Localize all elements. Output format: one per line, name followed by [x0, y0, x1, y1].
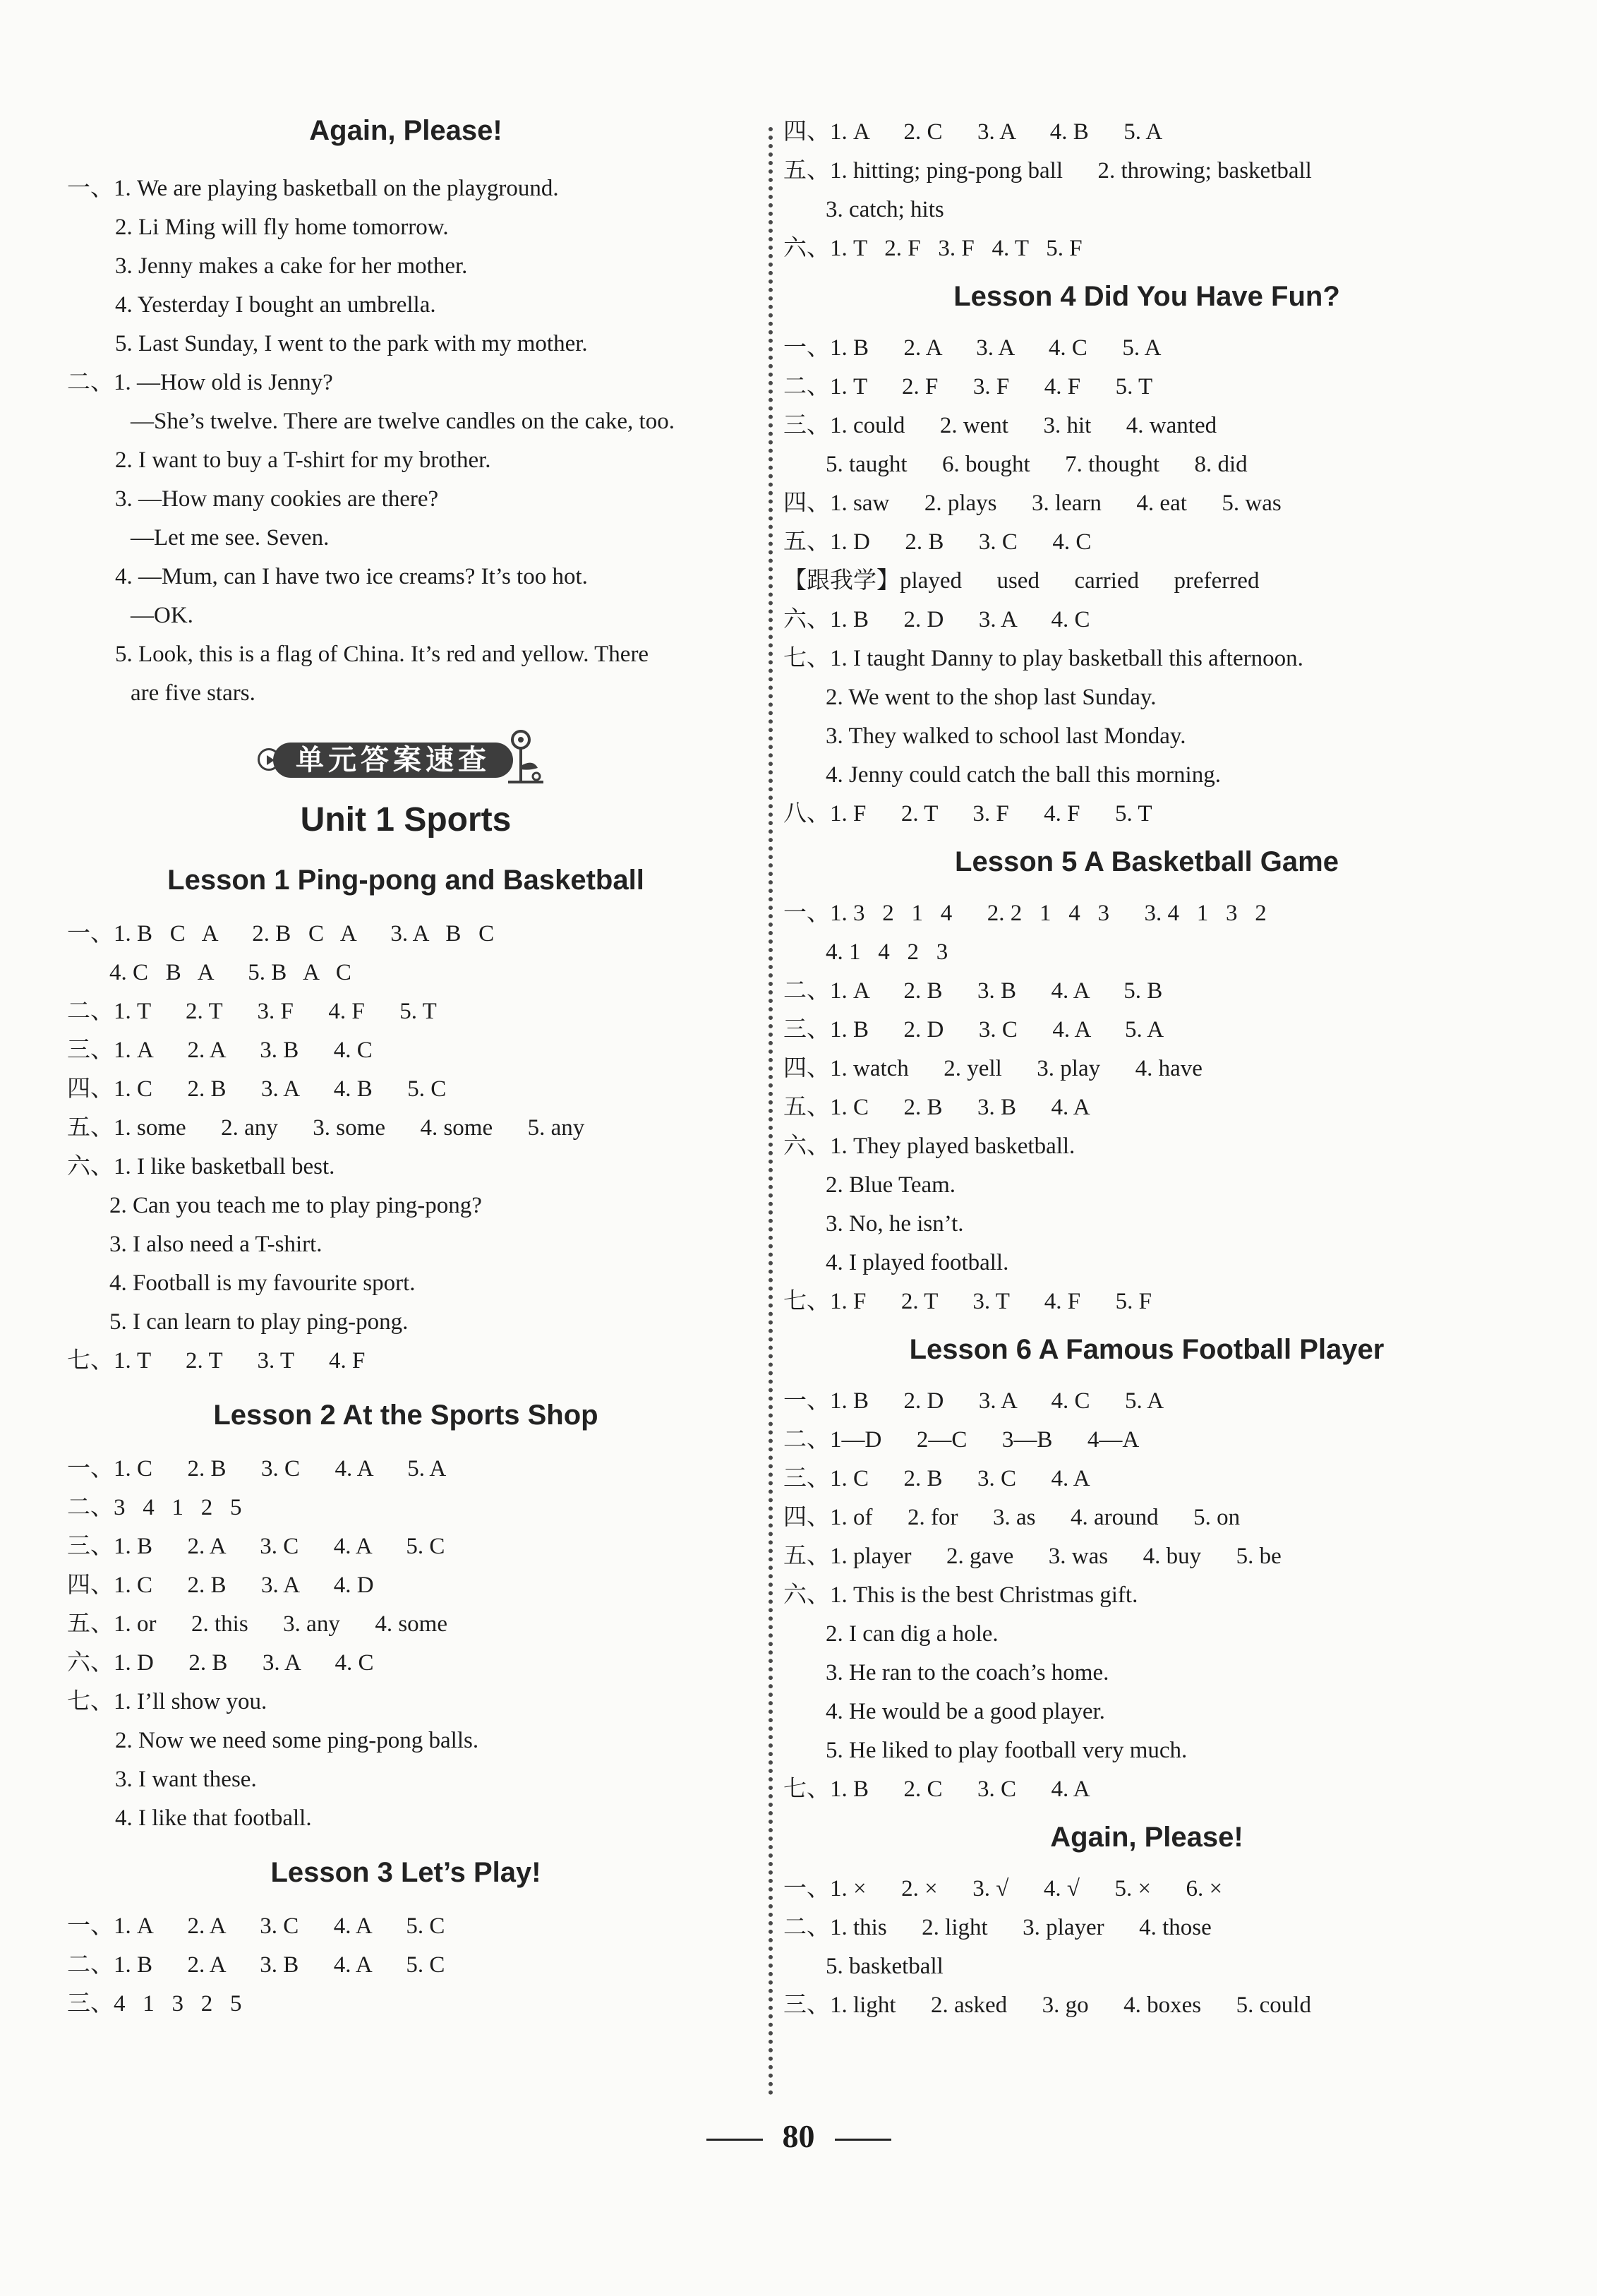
answer-line: 四、1. A 2. C 3. A 4. B 5. A	[783, 119, 1163, 145]
page-number	[0, 2117, 1597, 2155]
answer-line: 七、1. F 2. T 3. T 4. F 5. F	[783, 1289, 1152, 1314]
answer-line: 2. I want to buy a T-shirt for my brother.	[115, 447, 491, 473]
again-please-heading-2: Again, Please!	[1050, 1822, 1243, 1853]
dash-left	[706, 2139, 763, 2141]
answer-line: 四、1. C 2. B 3. A 4. B 5. C	[67, 1076, 447, 1102]
answer-line: 五、1. or 2. this 3. any 4. some	[67, 1611, 447, 1637]
lesson-5-title: Lesson 5 A Basketball Game	[955, 846, 1339, 877]
answer-line: 四、1. watch 2. yell 3. play 4. have	[783, 1056, 1203, 1081]
answer-line: 三、1. B 2. A 3. C 4. A 5. C	[67, 1534, 445, 1559]
answer-line: 4. Yesterday I bought an umbrella.	[115, 292, 436, 318]
answer-line: 5. basketball	[826, 1954, 944, 1979]
answer-line: 4. I like that football.	[115, 1805, 312, 1831]
answer-line: 3. He ran to the coach’s home.	[826, 1660, 1109, 1685]
answer-line: 三、1. light 2. asked 3. go 4. boxes 5. could	[783, 1993, 1311, 2018]
dash-right	[835, 2139, 891, 2141]
answer-line: 五、1. hitting; ping-pong ball 2. throwing; basketball	[783, 158, 1312, 184]
answer-line: 六、1. D 2. B 3. A 4. C	[67, 1650, 374, 1676]
answer-line: 一、1. We are playing basketball on the playground.	[67, 176, 559, 201]
answer-line: 【跟我学】played used carried preferred	[783, 568, 1260, 594]
lesson-1-title: Lesson 1 Ping-pong and Basketball	[167, 865, 644, 896]
answer-line: 2. Now we need some ping-pong balls.	[115, 1728, 479, 1753]
lesson-6-title: Lesson 6 A Famous Football Player	[909, 1334, 1385, 1365]
answer-line: 一、1. B 2. A 3. A 4. C 5. A	[783, 335, 1162, 361]
answer-line: 三、4 1 3 2 5	[67, 1991, 242, 2016]
answer-line: 三、1. A 2. A 3. B 4. C	[67, 1038, 373, 1063]
answer-line: —She’s twelve. There are twelve candles on the cake, too.	[131, 409, 675, 434]
answer-line: 二、1. —How old is Jenny?	[67, 370, 333, 395]
answer-line: 六、1. They played basketball.	[783, 1134, 1075, 1159]
answer-line: 4. C B A 5. B A C	[109, 960, 351, 985]
answer-line: 二、3 4 1 2 5	[67, 1495, 242, 1520]
page-number-value: 80	[782, 2118, 815, 2154]
column-divider	[769, 127, 773, 2096]
answer-line: 五、1. D 2. B 3. C 4. C	[783, 529, 1092, 555]
answer-line: 二、1. T 2. T 3. F 4. F 5. T	[67, 999, 437, 1024]
answer-line: 七、1. B 2. C 3. C 4. A	[783, 1777, 1090, 1802]
answer-line: 一、1. A 2. A 3. C 4. A 5. C	[67, 1913, 445, 1939]
answer-line: 七、1. T 2. T 3. T 4. F	[67, 1348, 366, 1374]
answer-line: 3. They walked to school last Monday.	[826, 723, 1186, 749]
answer-line: 六、1. I like basketball best.	[67, 1154, 335, 1179]
answer-line: —Let me see. Seven.	[131, 525, 330, 551]
answer-line: 5. He liked to play football very much.	[826, 1738, 1188, 1763]
answer-line: 2. Li Ming will fly home tomorrow.	[115, 215, 449, 240]
lesson-4-title: Lesson 4 Did You Have Fun?	[953, 281, 1340, 312]
answer-line: 四、1. saw 2. plays 3. learn 4. eat 5. was	[783, 491, 1282, 516]
answer-line: 2. I can dig a hole.	[826, 1621, 999, 1647]
answer-line: 5. I can learn to play ping-pong.	[109, 1309, 409, 1335]
answer-line: 4. I played football.	[826, 1250, 1009, 1275]
answer-line: 一、1. B C A 2. B C A 3. A B C	[67, 921, 495, 946]
answer-line: 3. I also need a T-shirt.	[109, 1232, 323, 1257]
answer-line: 二、1. T 2. F 3. F 4. F 5. T	[783, 374, 1153, 399]
answer-line: 一、1. × 2. × 3. √ 4. √ 5. × 6. ×	[783, 1876, 1223, 1901]
answer-line: 五、1. C 2. B 3. B 4. A	[783, 1095, 1090, 1120]
answer-line: 一、1. B 2. D 3. A 4. C 5. A	[783, 1388, 1164, 1414]
answer-line: 4. —Mum, can I have two ice creams? It’s too hot.	[115, 564, 588, 589]
flower-icon	[501, 727, 550, 792]
answer-line: 4. He would be a good player.	[826, 1699, 1105, 1724]
answer-line: 二、1. A 2. B 3. B 4. A 5. B	[783, 978, 1163, 1004]
answer-line: 六、1. T 2. F 3. F 4. T 5. F	[783, 236, 1083, 261]
answer-line: 二、1. B 2. A 3. B 4. A 5. C	[67, 1952, 445, 1978]
answer-line: 3. I want these.	[115, 1767, 257, 1792]
lesson-3-title: Lesson 3 Let’s Play!	[270, 1857, 541, 1888]
right-column	[783, 113, 1510, 2025]
answer-line: 4. 1 4 2 3	[826, 939, 948, 965]
answer-line: 六、1. B 2. D 3. A 4. C	[783, 607, 1090, 632]
answer-line: 五、1. player 2. gave 3. was 4. buy 5. be	[783, 1544, 1282, 1569]
answer-line: —OK.	[131, 603, 193, 628]
answer-line: 八、1. F 2. T 3. F 4. F 5. T	[783, 801, 1152, 827]
answer-line: 四、1. of 2. for 3. as 4. around 5. on	[783, 1505, 1241, 1530]
lesson-2-title: Lesson 2 At the Sports Shop	[213, 1400, 598, 1431]
answer-line: 4. Jenny could catch the ball this morning.	[826, 762, 1221, 788]
answer-line: 二、1—D 2—C 3—B 4—A	[783, 1427, 1140, 1453]
answer-line: 5. taught 6. bought 7. thought 8. did	[826, 452, 1248, 477]
answer-line: 5. Look, this is a flag of China. It’s red and yellow. There	[115, 642, 649, 667]
answer-line: 七、1. I taught Danny to play basketball this afternoon.	[783, 646, 1303, 671]
answer-line: 2. Can you teach me to play ping-pong?	[109, 1193, 482, 1218]
banner-label: 单元答案速查	[273, 743, 513, 778]
answer-line: 三、1. could 2. went 3. hit 4. wanted	[783, 413, 1217, 438]
answer-line: 五、1. some 2. any 3. some 4. some 5. any	[67, 1115, 585, 1141]
unit-title: Unit 1 Sports	[300, 801, 512, 839]
answer-line: 2. We went to the shop last Sunday.	[826, 685, 1157, 710]
answer-line: 三、1. C 2. B 3. C 4. A	[783, 1466, 1090, 1491]
answer-line: 六、1. This is the best Christmas gift.	[783, 1582, 1138, 1608]
answer-line: 七、1. I’ll show you.	[67, 1689, 267, 1714]
left-column	[67, 106, 745, 2024]
answer-line: 3. Jenny makes a cake for her mother.	[115, 253, 468, 279]
answer-line: are five stars.	[131, 680, 255, 706]
answer-line: 3. —How many cookies are there?	[115, 486, 439, 512]
answer-line: 3. No, he isn’t.	[826, 1211, 964, 1237]
answer-line: 4. Football is my favourite sport.	[109, 1270, 416, 1296]
answer-line: 2. Blue Team.	[826, 1172, 956, 1198]
answer-line: 二、1. this 2. light 3. player 4. those	[783, 1915, 1212, 1940]
unit-answers-banner	[258, 727, 554, 792]
answer-line: 3. catch; hits	[826, 197, 944, 222]
answer-line: 一、1. 3 2 1 4 2. 2 1 4 3 3. 4 1 3 2	[783, 901, 1267, 926]
answer-line: 四、1. C 2. B 3. A 4. D	[67, 1573, 374, 1598]
again-please-heading: Again, Please!	[309, 115, 502, 146]
answer-line: 三、1. B 2. D 3. C 4. A 5. A	[783, 1017, 1164, 1042]
answer-line: 5. Last Sunday, I went to the park with my mother.	[115, 331, 588, 356]
answer-line: 一、1. C 2. B 3. C 4. A 5. A	[67, 1456, 447, 1481]
